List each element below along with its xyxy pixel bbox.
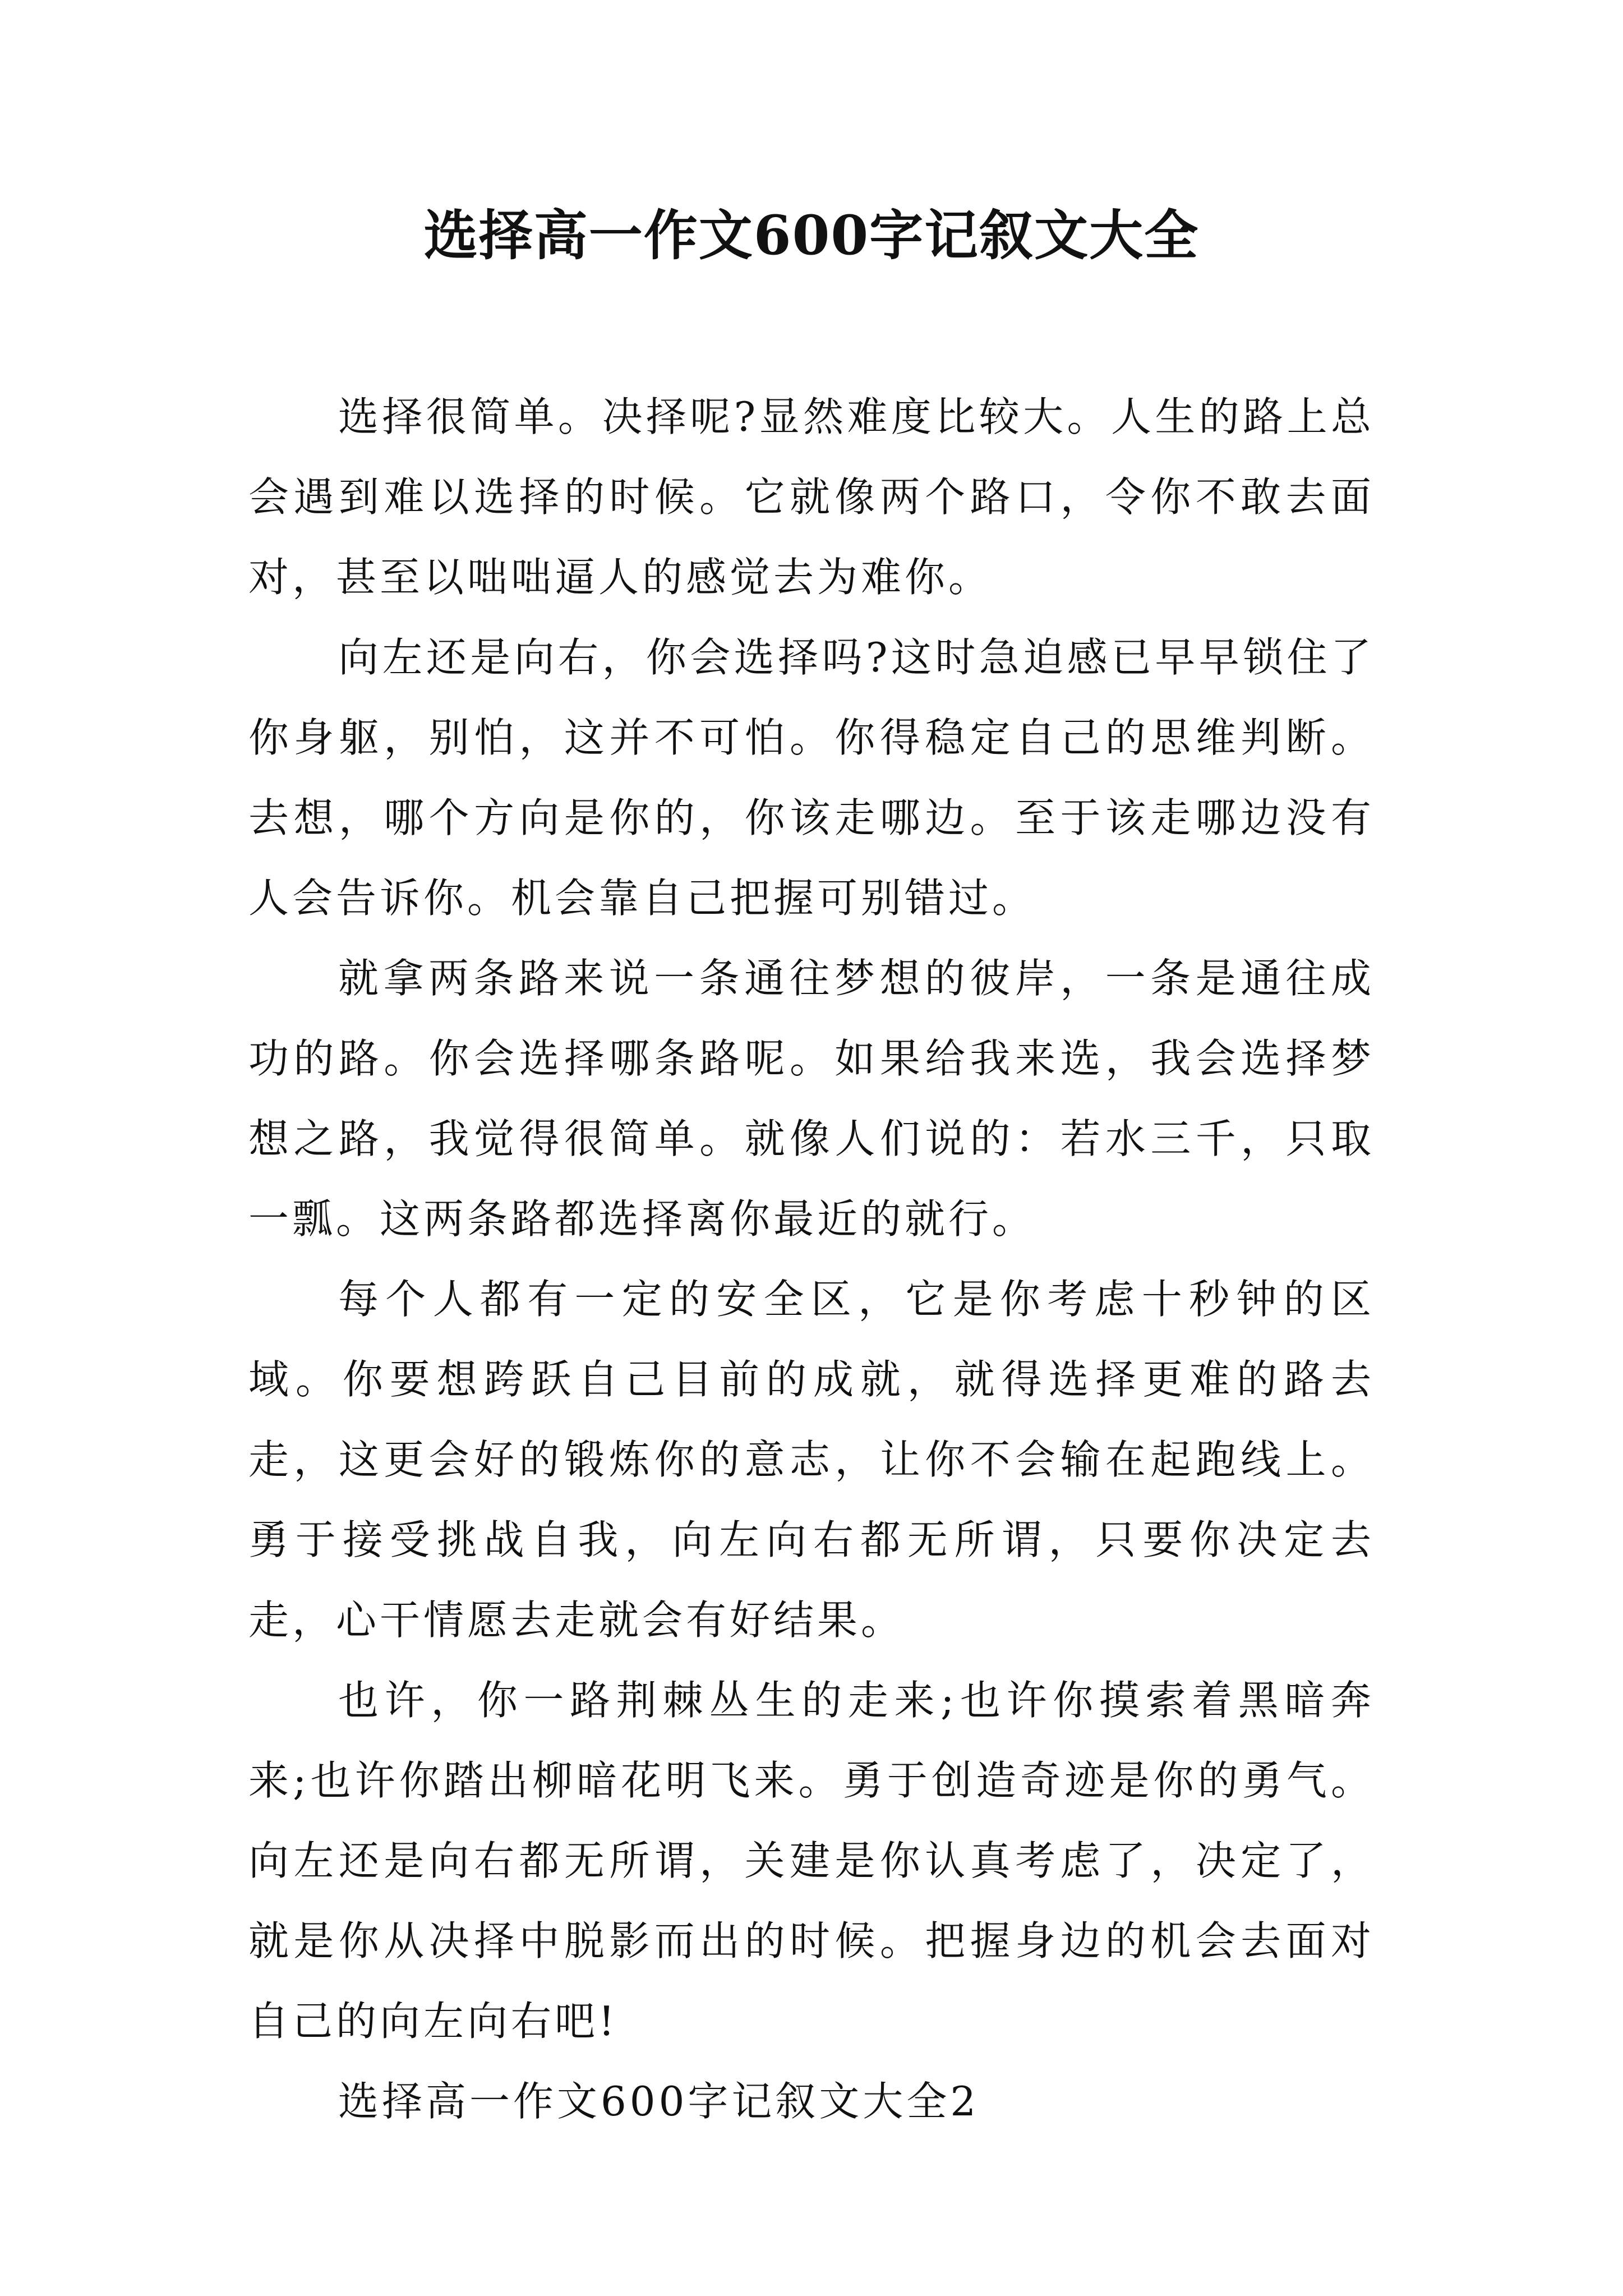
section-heading-2: 选择高一作文600字记叙文大全2 <box>338 2078 980 2125</box>
document-title: 选择高一作文600字记叙文大全 <box>423 204 1200 267</box>
paragraph-4: 每个人都有一定的安全区，它是你考虑十秒钟的区域。你要想跨跃自己目前的成就，就得选择更难的路去走，这更会好的锻炼你的意志，让你不会输在起跑线上。勇于接受挑战自我，向左向右都无所谓，只要你决定去走，心干情愿去走就会有好结果。 <box>248 1276 1375 1644</box>
document-body <box>248 377 1375 2142</box>
paragraph-1: 选择很简单。决择呢?显然难度比较大。人生的路上总会遇到难以选择的时候。它就像两个路口，令你不敢去面对，甚至以咄咄逼人的感觉去为难你。 <box>248 393 1375 601</box>
paragraph-2: 向左还是向右，你会选择吗?这时急迫感已早早锁住了你身躯，别怕，这并不可怕。你得稳定自己的思维判断。去想，哪个方向是你的，你该走哪边。至于该走哪边没有人会告诉你。机会靠自己把握可别错过。 <box>248 634 1375 922</box>
paragraph-3: 就拿两条路来说一条通往梦想的彼岸，一条是通往成功的路。你会选择哪条路呢。如果给我来选，我会选择梦想之路，我觉得很简单。就像人们说的：若水三千，只取一瓢。这两条路都选择离你最近的就行。 <box>248 955 1375 1243</box>
paragraph-5: 也许，你一路荆棘丛生的走来;也许你摸索着黑暗奔来;也许你踏出柳暗花明飞来。勇于创造奇迹是你的勇气。向左还是向右都无所谓，关建是你认真考虑了，决定了，就是你从决择中脱影而出的时候。把握身边的机会去面对自己的向左向右吧! <box>248 1677 1375 2045</box>
